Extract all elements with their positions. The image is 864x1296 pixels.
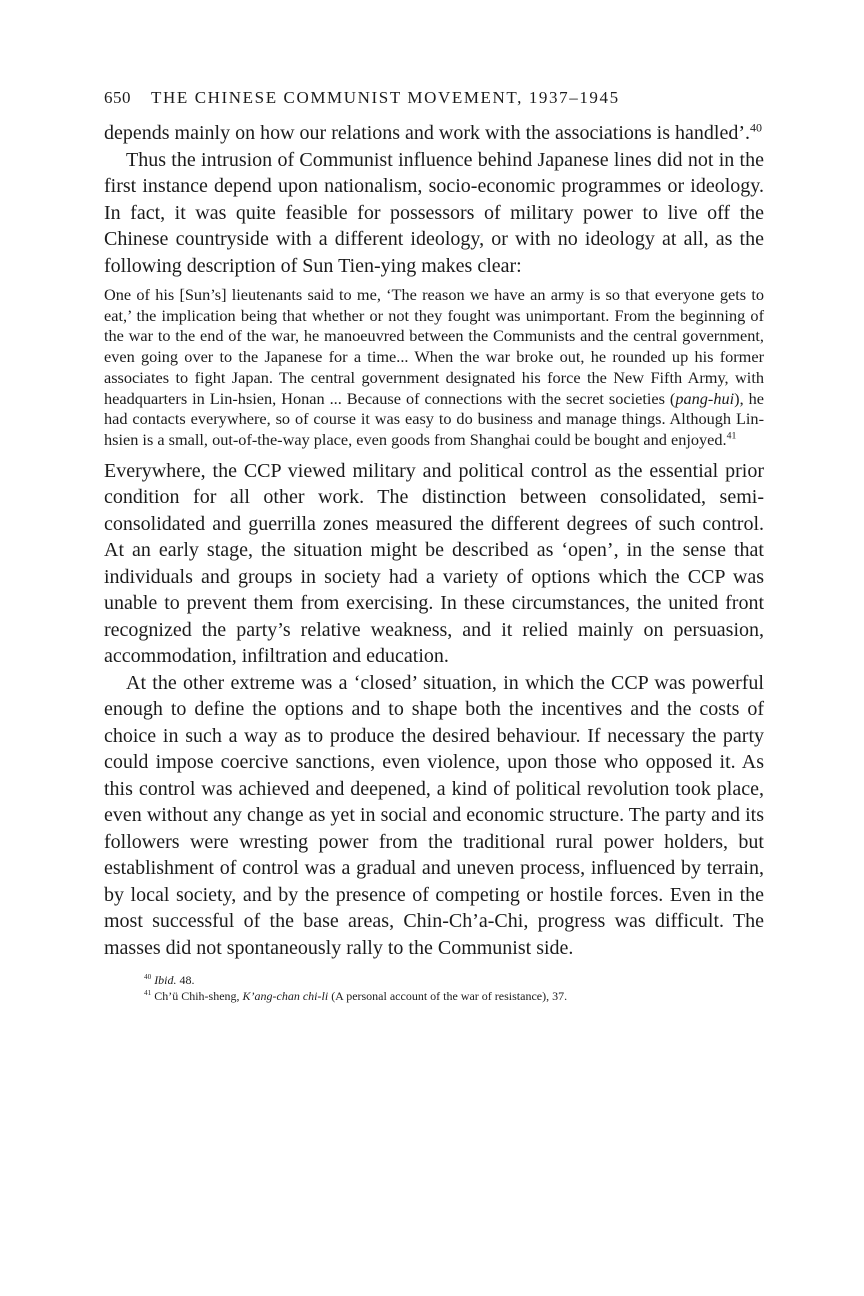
footnote-italic: Ibid. <box>154 973 177 988</box>
book-page <box>104 88 764 1004</box>
running-title: THE CHINESE COMMUNIST MOVEMENT, 1937–1945 <box>151 88 620 107</box>
quote-text: One of his [Sun’s] lieutenants said to me, ‘The reason we have an army is so that everyone gets to eat,’ the implication being that whether or not they fought was unimportant. From the beginning of the war to the end of the war, he manoeuvred between the Communists and the central government, even going over to the Japanese for a time... When the war broke out, he rounded up his former associates to fight Japan. The central government designated his force the New Fifth Army, with headquarters in Lin-hsien, Honan ... Because of connections with the secret societies ( <box>104 285 764 408</box>
paragraph-intrusion <box>104 147 764 280</box>
footnotes <box>104 972 764 1004</box>
paragraph-control <box>104 458 764 670</box>
footnote-ref-40[interactable]: 40 <box>750 120 762 135</box>
paragraph-text: Everywhere, the CCP viewed military and political control as the essential prior condition for all other work. The distinction between consolidated, semi-consolidated and guerrilla zones measured the different degrees of such control. At an early stage, the situation might be described as ‘open’, in the sense that individuals and groups in society had a variety of options which the CCP was unable to prevent them from exercising. In these circumstances, the united front recognized the party’s relative weakness, and it relied mainly on persuasion, accommodation, infiltration and education. <box>104 459 764 668</box>
paragraph-closed-situation <box>104 670 764 962</box>
footnote-italic: K’ang-chan chi-li <box>242 989 329 1004</box>
paragraph-text: Thus the intrusion of Communist influence behind Japanese lines did not in the first instance depend upon nationalism, socio-economic programmes or ideology. In fact, it was quite feasible for possessors of military power to live off the Chinese countryside with a different ideology, or with no ideology at all, as the following description of Sun Tien-ying makes clear: <box>104 148 764 277</box>
quote-text-continued: ), he had contacts everywhere, so of course it was easy to do business and manage things. Although Lin-hsien is a small, out-of-the-way place, even goods from Shanghai could be bought and enjoyed. <box>104 388 764 449</box>
paragraph-text: At the other extreme was a ‘closed’ situation, in which the CCP was powerful enough to define the options and to shape both the incentives and the costs of choice in such a way as to produce the desired behaviour. If necessary the party could impose coercive sanctions, even violence, upon those who opposed it. As this control was achieved and deepened, a kind of political revolution took place, even without any change as yet in social and economic structure. The party and its followers were wresting power from the traditional rural power holders, but establishment of control was a gradual and uneven process, influenced by terrain, by local society, and by the presence of competing or hostile forces. Even in the most successful of the base areas, Chin-Ch’a-Chi, progress was difficult. The masses did not spontaneously rally to the Communist side. <box>104 671 764 959</box>
block-quote <box>104 285 764 451</box>
running-header <box>104 88 764 108</box>
footnote-text: (A personal account of the war of resistance), 37. <box>328 989 568 1004</box>
paragraph-text: depends mainly on how our relations and work with the associations is handled’. <box>104 122 750 144</box>
footnote-number: 41 <box>144 989 152 998</box>
footnote-41 <box>144 988 764 1004</box>
page-number: 650 <box>104 88 131 107</box>
footnote-author: Ch’ü Chih-sheng, <box>154 989 243 1004</box>
paragraph-continuation <box>104 120 764 147</box>
footnote-text: 48. <box>176 973 195 988</box>
footnote-40 <box>144 972 764 988</box>
footnote-number: 40 <box>144 973 152 982</box>
footnote-ref-41[interactable]: 41 <box>726 430 737 442</box>
quote-term-italic: pang-hui <box>675 388 735 408</box>
